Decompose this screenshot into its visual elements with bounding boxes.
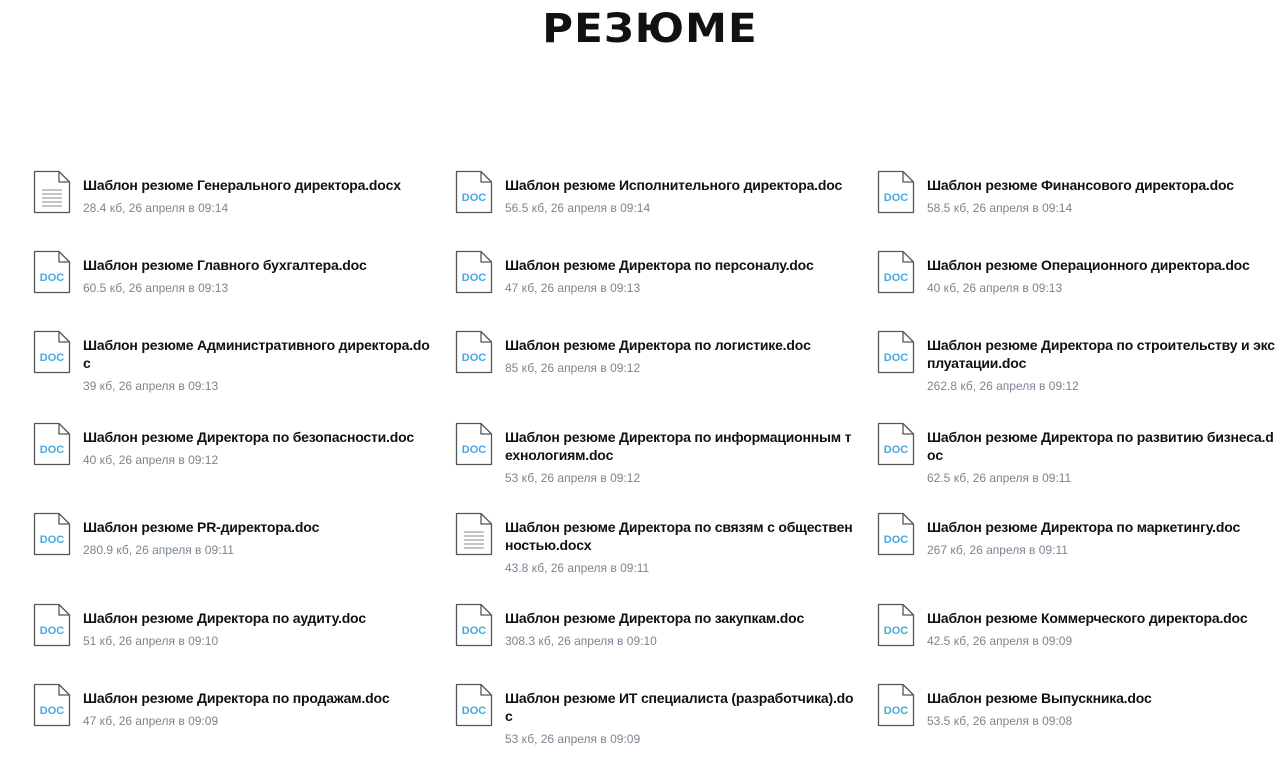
doc-icon	[455, 603, 493, 647]
file-item[interactable]	[33, 176, 435, 215]
file-item[interactable]	[33, 609, 435, 648]
file-name-link[interactable]: Шаблон резюме Директора по информационным технологиям.doc	[505, 429, 852, 463]
doc-icon	[877, 683, 915, 727]
file-meta: 56.5 кб, 26 апреля в 09:14	[505, 201, 651, 215]
doc-icon	[877, 250, 915, 294]
file-item[interactable]	[455, 336, 857, 375]
file-info	[505, 256, 857, 295]
file-info	[927, 256, 1279, 295]
doc-icon	[33, 683, 71, 727]
doc-icon-label: DOC	[883, 192, 909, 204]
doc-icon-label: DOC	[461, 272, 487, 284]
doc-icon-label: DOC	[461, 192, 487, 204]
doc-icon-label: DOC	[461, 625, 487, 637]
file-meta: 280.9 кб, 26 апреля в 09:11	[83, 543, 234, 557]
file-info	[927, 609, 1279, 648]
file-info	[927, 428, 1279, 485]
file-meta: 47 кб, 26 апреля в 09:09	[83, 714, 219, 728]
file-info	[927, 518, 1279, 557]
file-item[interactable]	[33, 518, 435, 557]
doc-icon	[33, 250, 71, 294]
doc-icon	[877, 603, 915, 647]
doc-icon-label: DOC	[883, 625, 909, 637]
doc-icon	[455, 170, 493, 214]
file-info	[927, 176, 1279, 215]
file-name-link[interactable]: Шаблон резюме Директора по закупкам.doc	[505, 610, 805, 626]
file-name-link[interactable]: Шаблон резюме Директора по связям с общественностью.docx	[505, 519, 853, 553]
file-name-link[interactable]: Шаблон резюме Генерального директора.docx	[83, 177, 401, 193]
file-item[interactable]	[877, 609, 1279, 648]
file-item[interactable]	[33, 256, 435, 295]
doc-icon-label: DOC	[39, 705, 65, 717]
file-meta: 308.3 кб, 26 апреля в 09:10	[505, 634, 657, 648]
doc-icon-label: DOC	[883, 534, 909, 546]
file-info	[83, 428, 435, 467]
file-item[interactable]	[455, 428, 857, 485]
docx-lines-icon	[455, 512, 493, 556]
file-info	[83, 518, 435, 557]
file-info	[83, 176, 435, 215]
file-meta: 53 кб, 26 апреля в 09:12	[505, 471, 641, 485]
file-name-link[interactable]: Шаблон резюме Главного бухгалтера.doc	[83, 257, 367, 273]
file-info	[505, 428, 857, 485]
file-name-link[interactable]: Шаблон резюме Административного директора.doc	[83, 337, 430, 371]
file-item[interactable]	[455, 176, 857, 215]
file-name-link[interactable]: Шаблон резюме Выпускника.doc	[927, 690, 1152, 706]
doc-icon-label: DOC	[39, 444, 65, 456]
file-name-link[interactable]: Шаблон резюме Исполнительного директора.doc	[505, 177, 843, 193]
file-info	[927, 336, 1279, 393]
file-name-link[interactable]: Шаблон резюме Директора по аудиту.doc	[83, 610, 366, 626]
doc-icon	[33, 512, 71, 556]
file-name-link[interactable]: Шаблон резюме Коммерческого директора.doc	[927, 610, 1248, 626]
doc-icon	[877, 330, 915, 374]
doc-icon	[877, 170, 915, 214]
doc-icon	[33, 330, 71, 374]
file-meta: 43.8 кб, 26 апреля в 09:11	[505, 561, 650, 575]
doc-icon-label: DOC	[883, 705, 909, 717]
doc-icon-label: DOC	[39, 625, 65, 637]
doc-icon-label: DOC	[883, 272, 909, 284]
file-meta: 60.5 кб, 26 апреля в 09:13	[83, 281, 229, 295]
file-meta: 262.8 кб, 26 апреля в 09:12	[927, 379, 1079, 393]
file-info	[505, 518, 857, 575]
file-info	[83, 689, 435, 728]
file-name-link[interactable]: Шаблон резюме PR-директора.doc	[83, 519, 320, 535]
file-name-link[interactable]: Шаблон резюме Директора по логистике.doc	[505, 337, 811, 353]
file-meta: 28.4 кб, 26 апреля в 09:14	[83, 201, 229, 215]
file-name-link[interactable]: Шаблон резюме ИТ специалиста (разработчика).doc	[505, 690, 854, 724]
file-item[interactable]	[877, 428, 1279, 485]
file-meta: 40 кб, 26 апреля в 09:13	[927, 281, 1063, 295]
file-name-link[interactable]: Шаблон резюме Директора по развитию бизнеса.doc	[927, 429, 1274, 463]
file-name-link[interactable]: Шаблон резюме Директора по маркетингу.doc	[927, 519, 1241, 535]
doc-icon-label: DOC	[461, 444, 487, 456]
file-info	[927, 689, 1279, 728]
doc-icon	[455, 422, 493, 466]
file-info	[83, 256, 435, 295]
doc-icon-label: DOC	[461, 705, 487, 717]
docx-lines-icon	[33, 170, 71, 214]
page-title: РЕЗЮМЕ	[542, 6, 758, 52]
doc-icon-label: DOC	[461, 352, 487, 364]
doc-icon	[33, 422, 71, 466]
file-info	[83, 336, 435, 393]
doc-icon	[877, 512, 915, 556]
file-item[interactable]	[455, 609, 857, 648]
file-name-link[interactable]: Шаблон резюме Директора по продажам.doc	[83, 690, 390, 706]
file-name-link[interactable]: Шаблон резюме Директора по безопасности.doc	[83, 429, 415, 445]
file-item[interactable]	[33, 336, 435, 393]
file-meta: 53.5 кб, 26 апреля в 09:08	[927, 714, 1073, 728]
file-meta: 62.5 кб, 26 апреля в 09:11	[927, 471, 1072, 485]
file-item[interactable]	[877, 336, 1279, 393]
file-item[interactable]	[877, 518, 1279, 557]
doc-icon	[455, 330, 493, 374]
file-meta: 51 кб, 26 апреля в 09:10	[83, 634, 219, 648]
doc-icon-label: DOC	[39, 534, 65, 546]
file-meta: 40 кб, 26 апреля в 09:12	[83, 453, 219, 467]
doc-icon	[455, 250, 493, 294]
file-meta: 47 кб, 26 апреля в 09:13	[505, 281, 641, 295]
file-name-link[interactable]: Шаблон резюме Директора по строительству и эксплуатации.doc	[927, 337, 1275, 371]
file-item[interactable]	[455, 256, 857, 295]
doc-icon-label: DOC	[39, 272, 65, 284]
doc-icon-label: DOC	[883, 444, 909, 456]
file-meta: 53 кб, 26 апреля в 09:09	[505, 732, 641, 746]
doc-icon-label: DOC	[39, 352, 65, 364]
file-item[interactable]	[33, 428, 435, 467]
file-item[interactable]	[455, 518, 857, 575]
file-item[interactable]	[877, 256, 1279, 295]
doc-icon-label: DOC	[883, 352, 909, 364]
file-item[interactable]	[455, 689, 857, 746]
file-info	[505, 176, 857, 215]
file-meta: 39 кб, 26 апреля в 09:13	[83, 379, 219, 393]
doc-icon	[33, 603, 71, 647]
file-name-link[interactable]: Шаблон резюме Директора по персоналу.doc	[505, 257, 814, 273]
file-item[interactable]	[877, 689, 1279, 728]
file-item[interactable]	[877, 176, 1279, 215]
file-item[interactable]	[33, 689, 435, 728]
file-meta: 267 кб, 26 апреля в 09:11	[927, 543, 1068, 557]
doc-icon	[455, 683, 493, 727]
file-name-link[interactable]: Шаблон резюме Операционного директора.doc	[927, 257, 1250, 273]
file-name-link[interactable]: Шаблон резюме Финансового директора.doc	[927, 177, 1234, 193]
file-info	[505, 336, 857, 375]
file-info	[83, 609, 435, 648]
file-info	[505, 689, 857, 746]
doc-icon	[877, 422, 915, 466]
file-meta: 58.5 кб, 26 апреля в 09:14	[927, 201, 1073, 215]
file-meta: 42.5 кб, 26 апреля в 09:09	[927, 634, 1073, 648]
file-meta: 85 кб, 26 апреля в 09:12	[505, 361, 641, 375]
file-info	[505, 609, 857, 648]
